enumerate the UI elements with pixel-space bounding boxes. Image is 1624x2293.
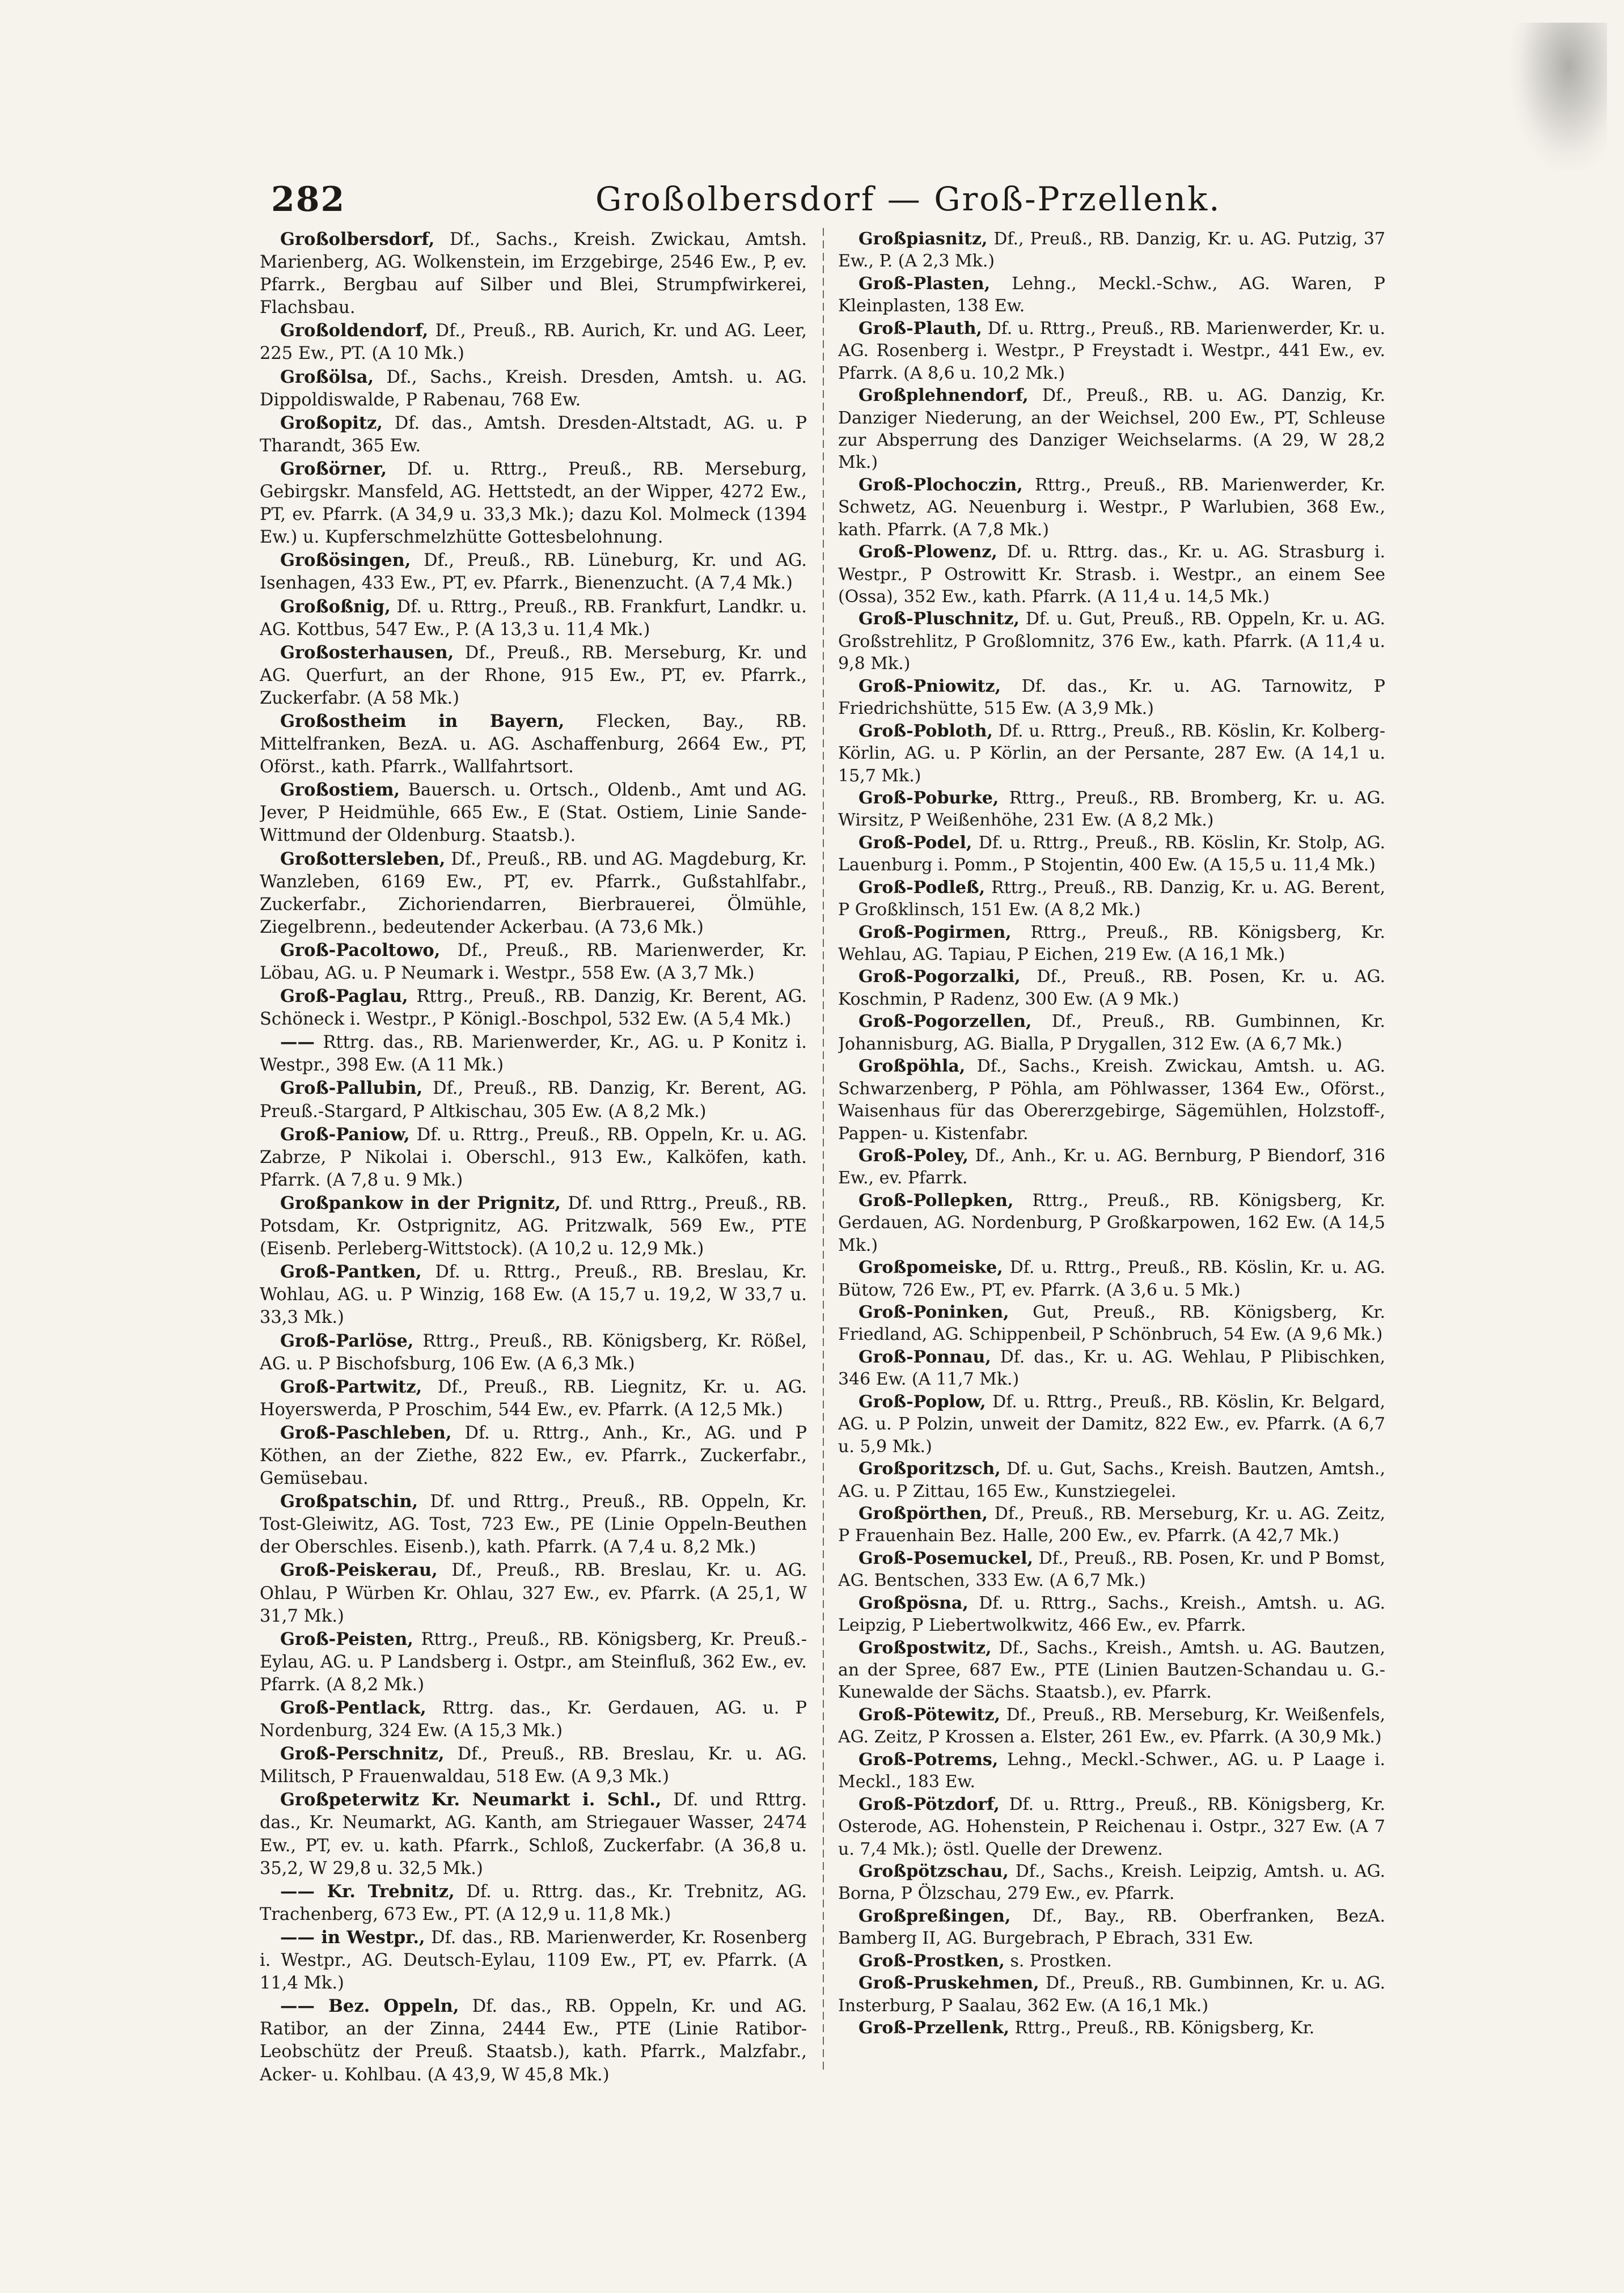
entry-headword: Großostheim in Bayern, (280, 710, 565, 731)
entry-text: Df. u. Rttrg. das., Kr. u. AG. Strasburg i. Westpr., P Ostrowitt Kr. Strasb. i. Westpr., an einem See (Ossa), 352 Ew., kath. Pfarrk. (A 11,4 u. 14,5 Mk.) (838, 542, 1385, 607)
entry-headword: Großplehnendorf, (858, 386, 1029, 406)
gazetteer-entry (838, 1145, 1385, 1190)
entry-headword: Groß-Pogirmen, (858, 922, 1012, 942)
entry-headword: Großpreßingen, (858, 1906, 1011, 1926)
entry-headword: —— Kr. Trebnitz, (280, 1881, 455, 1902)
entry-text: Df., Preuß., RB. Merseburg, Kr. u. AG. Zeitz, P Frauenhain Bez. Halle, 200 Ew., ev. Pfarrk. (A 42,7 Mk.) (838, 1503, 1385, 1546)
gazetteer-entry (260, 1031, 807, 1077)
gazetteer-entry (838, 541, 1385, 608)
entry-headword: Groß-Partwitz, (280, 1376, 422, 1397)
entry-text: Df., Sachs., Kreish. Zwickau, Amtsh. Marienberg, AG. Wolkenstein, im Erzgebirge, 2546 Ew., P, ev. Pfarrk., Bergbau auf Silber und Blei, Strumpfwirkerei, Flachsbau. (260, 230, 807, 318)
entry-text: Df. u. Gut, Preuß., RB. Oppeln, Kr. u. AG. Großstrehlitz, P Großlomnitz, 376 Ew., kath. Pfarrk. (A 11,4 u. 9,8 Mk.) (838, 609, 1385, 674)
gazetteer-entry (838, 1972, 1385, 2017)
gazetteer-entry (260, 549, 807, 595)
gazetteer-entry (260, 366, 807, 412)
page-number: 282 (271, 180, 346, 219)
gazetteer-entry (838, 1547, 1385, 1592)
entry-text: Rttrg., Preuß., RB. Bromberg, Kr. u. AG. Wirsitz, P Weißenhöhe, 231 Ew. (A 8,2 Mk.) (838, 788, 1385, 831)
gazetteer-entry (260, 1376, 807, 1422)
gazetteer-entry (260, 848, 807, 939)
entry-text: Lehng., Meckl.-Schwer., AG. u. P Laage i. Meckl., 183 Ew. (838, 1749, 1385, 1792)
gazetteer-entry (838, 1793, 1385, 1860)
entry-text: Df. u. Rttrg., Preuß., RB. Breslau, Kr. Wohlau, AG. u. P Winzig, 168 Ew. (A 15,7 u. 19,2, W 33,7 u. 33,3 Mk.) (260, 1262, 807, 1328)
entry-text: Df. das., Kr. u. AG. Wehlau, P Plibischken, 346 Ew. (A 11,7 Mk.) (838, 1347, 1385, 1390)
gazetteer-entry (838, 1391, 1385, 1458)
entry-text: Df. u. Rttrg., Preuß., RB. Köslin, Kr. Kolberg-Körlin, AG. u. P Körlin, an der Persante, 287 Ew. (A 14,1 u. 15,7 Mk.) (838, 721, 1385, 786)
entry-text: Df., Sachs., Kreish. Leipzig, Amtsh. u. AG. Borna, P Ölzschau, 279 Ew., ev. Pfarrk. (838, 1861, 1385, 1904)
right-column (838, 228, 1385, 2071)
entry-text: Df. und Rttrg. das., Kr. Neumarkt, AG. Kanth, am Striegauer Wasser, 2474 Ew., PT, ev. u. kath. Pfarrk., Schloß, Zuckerfabr. (A 36,8 u. 35,2, W 29,8 u. 32,5 Mk.) (260, 1790, 807, 1879)
entry-headword: Groß-Ponnau, (858, 1347, 991, 1367)
entry-headword: Großpatschin, (280, 1491, 418, 1512)
entry-headword: —— Bez. Oppeln, (280, 1996, 459, 2017)
entry-headword: Groß-Paglau, (280, 986, 408, 1007)
gazetteer-entry (260, 1788, 807, 1880)
entry-headword: Groß-Pacoltowo, (280, 940, 441, 961)
gazetteer-entry (838, 1704, 1385, 1749)
entry-text: Df. das., RB. Marienwerder, Kr. Rosenberg i. Westpr., AG. Deutsch-Eylau, 1109 Ew., PT, ev. Pfarrk. (A 11,4 Mk.) (260, 1927, 807, 1994)
gazetteer-entry (838, 921, 1385, 966)
entry-text: Df., Preuß., RB. Liegnitz, Kr. u. AG. Hoyerswerda, P Proschim, 544 Ew., ev. Pfarrk. (A 12,5 Mk.) (260, 1377, 807, 1420)
entry-text: Df., Preuß., RB. Aurich, Kr. und AG. Leer, 225 Ew., PT. (A 10 Mk.) (260, 321, 807, 364)
entry-headword: Großpötzschau, (858, 1861, 1009, 1881)
entry-text: Df., Preuß., RB. Posen, Kr. und P Bomst, AG. Bentschen, 333 Ew. (A 6,7 Mk.) (838, 1548, 1385, 1591)
entry-text: Df. und Rttrg., Preuß., RB. Potsdam, Kr. Ostprignitz, AG. Pritzwalk, 569 Ew., PTE (Eisenb. Perleberg-Wittstock). (A 10,2 u. 12,9 Mk.) (260, 1193, 807, 1259)
entry-text: Df., Preuß., RB. Danzig, Kr. Berent, AG. Preuß.-Stargard, P Altkischau, 305 Ew. (A 8,2 Mk.) (260, 1078, 807, 1122)
column-divider (823, 228, 824, 2071)
gazetteer-entry (260, 1742, 807, 1788)
entry-headword: Groß-Potrems, (858, 1749, 999, 1770)
entry-headword: Großostiem, (280, 780, 400, 801)
entry-headword: Groß-Plochoczin, (858, 475, 1023, 495)
gazetteer-entry (260, 939, 807, 985)
entry-headword: Großölsa, (280, 366, 374, 387)
entry-headword: Groß-Plowenz, (858, 542, 997, 562)
entry-text: Df. u. Rttrg., Preuß., RB. Oppeln, Kr. u. AG. Zabrze, P Nikolai i. Oberschl., 913 Ew., Kalköfen, kath. Pfarrk. (A 7,8 u. 9 Mk.) (260, 1124, 807, 1190)
entry-text: Df., Preuß., RB. und AG. Magdeburg, Kr. Wanzleben, 6169 Ew., PT, ev. Pfarrk., Gußstahlfabr., Zuckerfabr., Zichoriendarren, Bierbrauerei, Ölmühle, Ziegelbrenn., bedeutender Ackerbau. (A 73,6 Mk.) (260, 849, 807, 937)
entry-text: Df. u. Rttrg., Preuß., RB. Frankfurt, Landkr. u. AG. Kottbus, 547 Ew., P. (A 13,3 u. 11,4 Mk.) (260, 596, 807, 640)
entry-text: Df. das., Kr. u. AG. Tarnowitz, P Friedrichshütte, 515 Ew. (A 3,9 Mk.) (838, 676, 1385, 719)
entry-headword: Groß-Poley, (858, 1145, 969, 1166)
gazetteer-entry (260, 1995, 807, 2086)
entry-headword: Großoßnig, (280, 596, 391, 617)
entry-headword: Groß-Pogorzellen, (858, 1012, 1032, 1032)
entry-headword: Großporitzsch, (858, 1459, 1001, 1479)
entry-headword: Großpankow in der Prignitz, (280, 1192, 561, 1213)
entry-headword: Groß-Pniowitz, (858, 676, 1001, 696)
gazetteer-entry (260, 1628, 807, 1697)
gazetteer-entry (838, 966, 1385, 1010)
entry-headword: Groß-Paschleben, (280, 1422, 452, 1443)
entry-text: Bauersch. u. Ortsch., Oldenb., Amt und AG. Jever, P Heidmühle, 665 Ew., E (Stat. Ostiem, Linie Sande-Wittmund der Oldenburg. Staatsb.). (260, 780, 807, 846)
gazetteer-entry (838, 608, 1385, 675)
gazetteer-entry (260, 1926, 807, 1995)
entry-headword: Groß-Pruskehmen, (858, 1973, 1039, 1994)
gazetteer-entry (838, 720, 1385, 787)
entry-text: Df., Sachs., Kreish. Dresden, Amtsh. u. AG. Dippoldiswalde, P Rabenau, 768 Ew. (260, 367, 807, 410)
entry-headword: Groß-Perschnitz, (280, 1744, 445, 1765)
gazetteer-entry (838, 877, 1385, 921)
entry-text: Rttrg. das., Kr. Gerdauen, AG. u. P Nordenburg, 324 Ew. (A 15,3 Mk.) (260, 1698, 807, 1741)
entry-text: Rttrg. das., RB. Marienwerder, Kr., AG. u. P Konitz i. Westpr., 398 Ew. (A 11 Mk.) (260, 1033, 807, 1076)
gazetteer-entry (838, 1503, 1385, 1547)
gazetteer-entry (838, 1592, 1385, 1637)
scan-artifact (1511, 23, 1607, 170)
entry-headword: Großopitz, (280, 412, 383, 433)
entry-headword: Groß-Poplow, (858, 1391, 986, 1412)
entry-text: Rttrg., Preuß., RB. Königsberg, Kr. (1014, 2018, 1315, 2038)
gazetteer-entry (838, 474, 1385, 541)
entry-text: Df., Preuß., RB. Merseburg, Kr. und AG. Querfurt, an der Rhone, 915 Ew., PT, ev. Pfarrk., Zuckerfabr. (A 58 Mk.) (260, 642, 807, 708)
entry-headword: Groß-Paniow, (280, 1124, 410, 1145)
entry-text: Df., Bay., RB. Oberfranken, BezA. Bamberg II, AG. Burgebrach, P Ebrach, 331 Ew. (838, 1906, 1385, 1949)
gazetteer-entry (260, 319, 807, 365)
gazetteer-entry (838, 1190, 1385, 1257)
entry-text: Df. u. Rttrg., Anh., Kr., AG. und P Köthen, an der Ziethe, 822 Ew., ev. Pfarrk., Zuckerfabr., Gemüsebau. (260, 1423, 807, 1489)
entry-headword: Groß-Peiskerau, (280, 1560, 438, 1581)
entry-headword: Groß-Plauth, (858, 318, 982, 339)
entry-text: Df. u. Rttrg., Preuß., RB. Marienwerder, Kr. u. AG. Rosenberg i. Westpr., P Freystadt i. Westpr., 441 Ew., ev. Pfarrk. (A 8,6 u. 10,2 Mk.) (838, 318, 1385, 383)
gazetteer-entry (838, 1950, 1385, 1972)
entry-headword: Groß-Pobloth, (858, 721, 993, 741)
gazetteer-entry (838, 1458, 1385, 1503)
gazetteer-entry (838, 384, 1385, 474)
entry-headword: Groß-Pollepken, (858, 1190, 1014, 1211)
entry-text: Df. u. Gut, Sachs., Kreish. Bautzen, Amtsh., AG. u. P Zittau, 165 Ew., Kunstziegelei. (838, 1459, 1385, 1501)
gazetteer-entry (838, 1301, 1385, 1346)
gazetteer-entry (838, 273, 1385, 318)
gazetteer-entry (260, 779, 807, 847)
entry-headword: Groß-Pötzdorf, (858, 1794, 1000, 1814)
entry-headword: Groß-Pantken, (280, 1262, 422, 1283)
entry-headword: Großolbersdorf, (280, 229, 435, 249)
entry-text: Rttrg., Preuß., RB. Königsberg, Kr. Rößel, AG. u. P Bischofsburg, 106 Ew. (A 6,3 Mk.) (260, 1331, 807, 1374)
gazetteer-entry (260, 1123, 807, 1192)
entry-text: Df. u. Rttrg., Preuß., RB. Köslin, Kr. Stolp, AG. Lauenburg i. Pomm., P Stojentin, 400 Ew. (A 15,5 u. 11,4 Mk.) (838, 832, 1385, 875)
entry-text: Df., Preuß., RB. Breslau, Kr. u. AG. Militsch, P Frauenwaldau, 518 Ew. (A 9,3 Mk.) (260, 1744, 807, 1787)
entry-headword: Groß-Poninken, (858, 1302, 1009, 1322)
entry-text: Df. u. Rttrg., Preuß., RB. Königsberg, Kr. Osterode, AG. Hohenstein, P Reichenau i. Ostpr., 327 Ew. (A 7 u. 7,4 Mk.); östl. Quelle der Drewenz. (838, 1794, 1385, 1859)
gazetteer-entry (838, 1749, 1385, 1793)
entry-text: Df., Preuß., RB. Breslau, Kr. u. AG. Ohlau, P Würben Kr. Ohlau, 327 Ew., ev. Pfarrk. (A 25,1, W 31,7 Mk.) (260, 1560, 807, 1626)
entry-headword: Groß-Pallubin, (280, 1078, 423, 1099)
gazetteer-entry (260, 710, 807, 779)
entry-headword: Großpomeiske, (858, 1258, 1003, 1278)
gazetteer-entry (838, 1010, 1385, 1055)
entry-text: Df. u. Rttrg., Preuß., RB. Köslin, Kr. u. AG. Bütow, 726 Ew., PT, ev. Pfarrk. (A 3,6 u. 5 Mk.) (838, 1258, 1385, 1300)
entry-text: Df. u. Rttrg., Preuß., RB. Merseburg, Gebirgskr. Mansfeld, AG. Hettstedt, an der Wipper, 4272 Ew., PT, ev. Pfarrk. (A 34,9 u. 33,3 Mk.); dazu Kol. Molmeck (1394 Ew.) u. Kupferschmelzhütte Gottesbelohnung. (260, 459, 807, 548)
entry-text: Df. das., RB. Oppeln, Kr. und AG. Ratibor, an der Zinna, 2444 Ew., PTE (Linie Ratibor-Leobschütz der Preuß. Staatsb.), kath. Pfarrk., Malzfabr., Acker- u. Kohlbau. (A 43,9, W 45,8 Mk.) (260, 1996, 807, 2085)
gazetteer-entry (260, 1330, 807, 1376)
entry-text: Df., Preuß., RB. Danzig, Kr. u. AG. Putzig, 37 Ew., P. (A 2,3 Mk.) (838, 229, 1385, 272)
entry-text: Rttrg., Preuß., RB. Danzig, Kr. u. AG. Berent, P Großklinsch, 151 Ew. (A 8,2 Mk.) (838, 877, 1385, 920)
entry-headword: Großösingen, (280, 550, 411, 571)
gazetteer-entry (260, 1192, 807, 1260)
entry-text: Df., Sachs., Kreish., Amtsh. u. AG. Bautzen, an der Spree, 687 Ew., PTE (Linien Bautzen-Schandau u. G.-Kunewalde der Sächs. Staatsb.), ev. Pfarrk. (838, 1638, 1385, 1703)
entry-headword: Groß-Poburke, (858, 788, 999, 808)
entry-text: Df. das., Amtsh. Dresden-Altstadt, AG. u. P Tharandt, 365 Ew. (260, 413, 807, 456)
gazetteer-entry (260, 985, 807, 1031)
entry-text: Df. u. Rttrg., Sachs., Kreish., Amtsh. u. AG. Leipzig, P Liebertwolkwitz, 466 Ew., ev. Pfarrk. (838, 1593, 1385, 1636)
entry-headword: Groß-Posemuckel, (858, 1548, 1033, 1568)
entry-headword: Großottersleben, (280, 848, 446, 869)
entry-text: Rttrg., Preuß., RB. Marienwerder, Kr. Schwetz, AG. Neuenburg i. Westpr., P Warlubien, 368 Ew., kath. Pfarrk. (A 7,8 Mk.) (838, 475, 1385, 540)
entry-text: Rttrg., Preuß., RB. Königsberg, Kr. Gerdauen, AG. Nordenburg, P Großkarpowen, 162 Ew. (A 14,5 Mk.) (838, 1190, 1385, 1255)
left-column (260, 228, 807, 2108)
entry-headword: Großosterhausen, (280, 642, 454, 663)
entry-headword: Groß-Parlöse, (280, 1330, 414, 1351)
gazetteer-entry (260, 641, 807, 710)
entry-headword: Groß-Plasten, (858, 273, 991, 294)
entry-headword: Großpörthen, (858, 1503, 988, 1524)
entry-text: Rttrg., Preuß., RB. Danzig, Kr. Berent, AG. Schöneck i. Westpr., P Königl.-Boschpol, 532 Ew. (A 5,4 Mk.) (260, 987, 807, 1030)
entry-text: Df. und Rttrg., Preuß., RB. Oppeln, Kr. Tost-Gleiwitz, AG. Tost, 723 Ew., PE (Linie Oppeln-Beuthen der Oberschles. Eisenb.), kath. Pfarrk. (A 7,4 u. 8,2 Mk.) (260, 1492, 807, 1558)
entry-text: Flecken, Bay., RB. Mittelfranken, BezA. u. AG. Aschaffenburg, 2664 Ew., PT, Oförst., kath. Pfarrk., Wallfahrtsort. (260, 711, 807, 777)
gazetteer-entry (838, 2017, 1385, 2039)
entry-text: Rttrg., Preuß., RB. Königsberg, Kr. Preuß.-Eylau, AG. u. P Landsberg i. Ostpr., am Steinfluß, 362 Ew., ev. Pfarrk. (A 8,2 Mk.) (260, 1629, 807, 1695)
running-head: Großolbersdorf — Groß-Przellenk. (595, 180, 1221, 218)
entry-text: Df., Preuß., RB. Merseburg, Kr. Weißenfels, AG. Zeitz, P Krossen a. Elster, 261 Ew., ev. Pfarrk. (A 30,9 Mk.) (838, 1704, 1385, 1748)
gazetteer-entry (260, 1260, 807, 1329)
entry-headword: Großörner, (280, 458, 387, 479)
entry-headword: Groß-Pötewitz, (858, 1704, 1000, 1725)
gazetteer-entry (260, 1490, 807, 1559)
entry-text: Df., Anh., Kr. u. AG. Bernburg, P Biendorf, 316 Ew., ev. Pfarrk. (838, 1145, 1385, 1188)
entry-headword: Groß-Peisten, (280, 1628, 413, 1649)
gazetteer-entry (838, 228, 1385, 273)
gazetteer-entry (260, 595, 807, 641)
entry-text: Df., Preuß., RB. Gumbinnen, Kr. u. AG. Insterburg, P Saalau, 362 Ew. (A 16,1 Mk.) (838, 1973, 1385, 2016)
entry-text: Df. u. Rttrg., Preuß., RB. Köslin, Kr. Belgard, AG. u. P Polzin, unweit der Damitz, 822 Ew., ev. Pfarrk. (A 6,7 u. 5,9 Mk.) (838, 1391, 1385, 1457)
entry-headword: Großpösna, (858, 1593, 969, 1613)
gazetteer-entry (838, 832, 1385, 877)
gazetteer-entry (838, 1637, 1385, 1704)
gazetteer-entry (260, 1422, 807, 1490)
entry-headword: —— in Westpr., (280, 1927, 425, 1948)
entry-headword: —— (280, 1032, 315, 1053)
gazetteer-entry (838, 318, 1385, 384)
entry-headword: Groß-Prostken, (858, 1951, 1005, 1971)
entry-headword: Großpiasnitz, (858, 229, 988, 249)
entry-headword: Groß-Pogorzalki, (858, 967, 1021, 987)
gazetteer-entry (260, 1559, 807, 1627)
gazetteer-entry (260, 228, 807, 319)
gazetteer-entry (838, 675, 1385, 720)
entry-text: Df., Sachs., Kreish. Zwickau, Amtsh. u. AG. Schwarzenberg, P Pöhla, am Pöhlwasser, 1364 Ew., Oförst., Waisenhaus für das Obererzgebirge, Sägemühlen, Holzstoff-, Pappen- u. Kistenfabr. (838, 1056, 1385, 1144)
entry-headword: Groß-Pentlack, (280, 1698, 426, 1718)
gazetteer-entry (838, 1860, 1385, 1905)
entry-headword: Großpeterwitz Kr. Neumarkt i. Schl., (280, 1789, 662, 1810)
gazetteer-entry (260, 1880, 807, 1926)
entry-headword: Großoldendorf, (280, 320, 429, 341)
entry-text: Df., Preuß., RB. Lüneburg, Kr. und AG. Isenhagen, 433 Ew., PT, ev. Pfarrk., Bienenzucht. (A 7,4 Mk.) (260, 551, 807, 594)
gazetteer-entry (838, 1257, 1385, 1301)
gazetteer-entry (838, 1055, 1385, 1145)
gazetteer-entry (838, 787, 1385, 832)
entry-headword: Groß-Przellenk, (858, 2018, 1010, 2038)
entry-text: Lehng., Meckl.-Schw., AG. Waren, P Kleinplasten, 138 Ew. (838, 273, 1385, 316)
entry-headword: Großpöhla, (858, 1056, 966, 1077)
entry-text: Df., Preuß., RB. u. AG. Danzig, Kr. Danziger Niederung, an der Weichsel, 200 Ew., PT, Schleuse zur Absperrung des Danziger Weichselarms. (A 29, W 28,2 Mk.) (838, 386, 1385, 473)
gazetteer-entry (260, 412, 807, 458)
entry-text: s. Prostken. (1010, 1951, 1112, 1971)
gazetteer-entry (838, 1346, 1385, 1391)
entry-text: Df., Preuß., RB. Posen, Kr. u. AG. Koschmin, P Radenz, 300 Ew. (A 9 Mk.) (838, 967, 1385, 1009)
gazetteer-entry (260, 1697, 807, 1742)
entry-headword: Groß-Podel, (858, 832, 972, 853)
gazetteer-entry (260, 458, 807, 549)
gazetteer-entry (260, 1077, 807, 1123)
entry-text: Df. u. Rttrg. das., Kr. Trebnitz, AG. Trachenberg, 673 Ew., PT. (A 12,9 u. 11,8 Mk.) (260, 1881, 807, 1924)
entry-headword: Groß-Pluschnitz, (858, 609, 1020, 629)
entry-headword: Großpostwitz, (858, 1638, 992, 1658)
entry-headword: Groß-Podleß, (858, 877, 986, 898)
entry-text: Rttrg., Preuß., RB. Königsberg, Kr. Wehlau, AG. Tapiau, P Eichen, 219 Ew. (A 16,1 Mk.) (838, 922, 1385, 964)
entry-text: Gut, Preuß., RB. Königsberg, Kr. Friedland, AG. Schippenbeil, P Schönbruch, 54 Ew. (A 9,6 Mk.) (838, 1302, 1385, 1345)
gazetteer-entry (838, 1905, 1385, 1950)
entry-text: Df., Preuß., RB. Marienwerder, Kr. Löbau, AG. u. P Neumark i. Westpr., 558 Ew. (A 3,7 Mk.) (260, 940, 807, 983)
entry-text: Df., Preuß., RB. Gumbinnen, Kr. Johannisburg, AG. Bialla, P Drygallen, 312 Ew. (A 6,7 Mk.) (838, 1012, 1385, 1054)
